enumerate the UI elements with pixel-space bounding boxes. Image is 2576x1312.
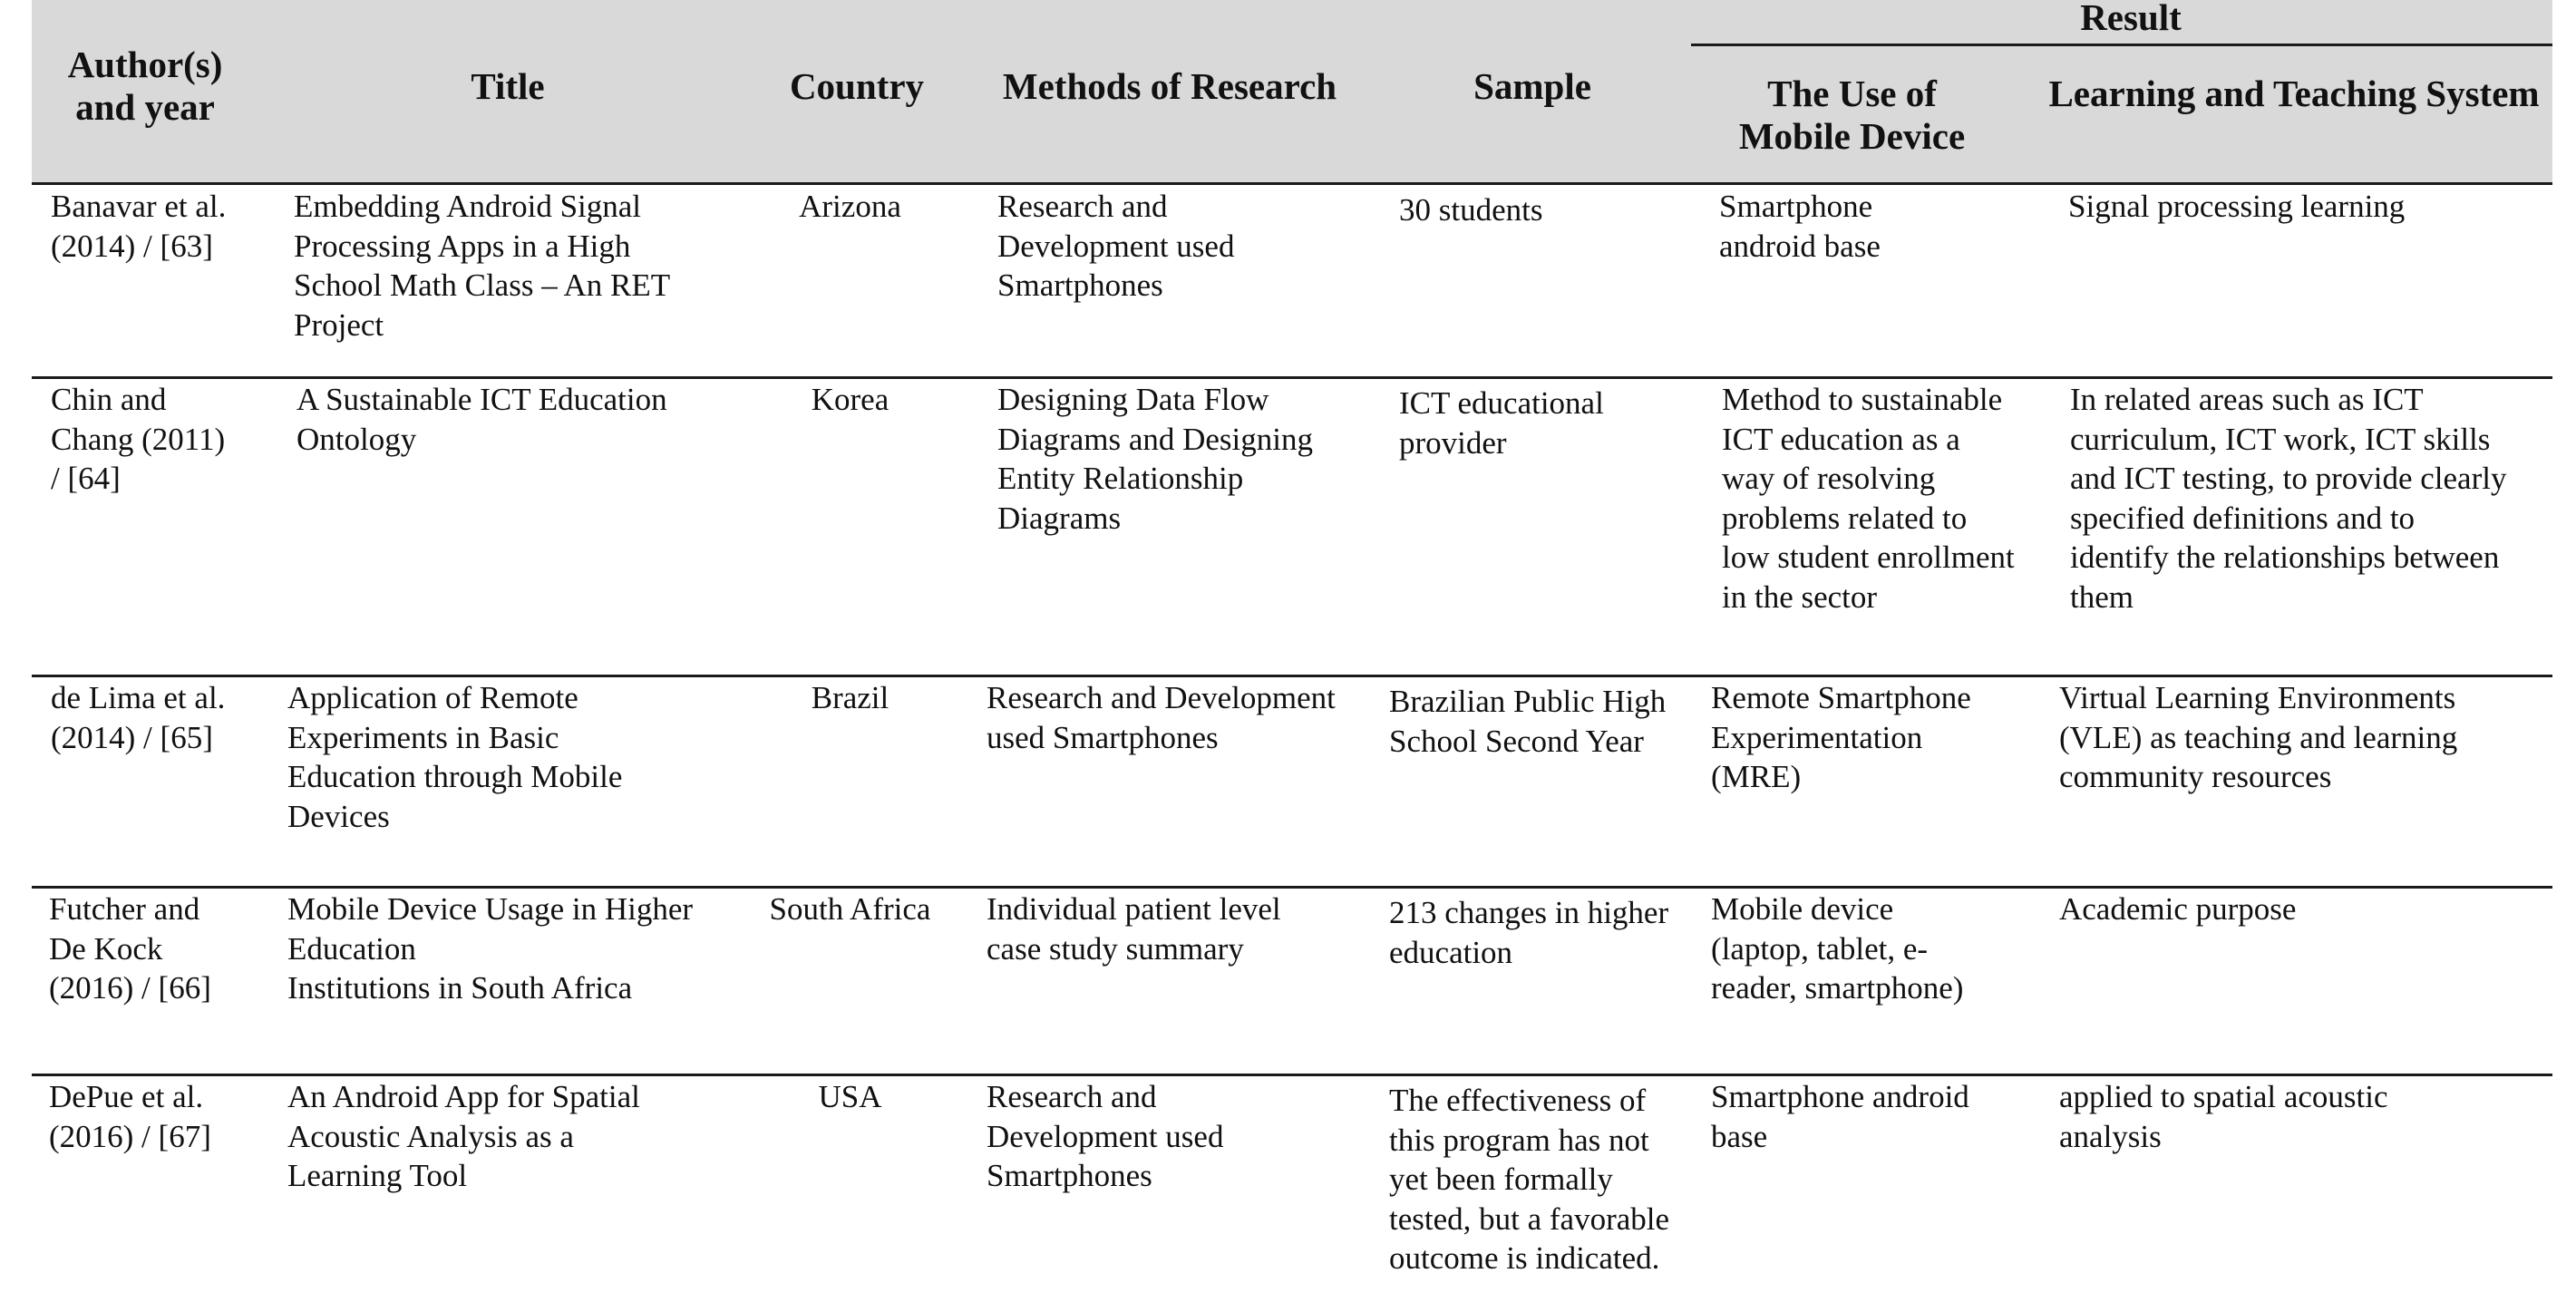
- table-cell-country: Arizona: [799, 189, 901, 224]
- header-title: Title: [471, 65, 545, 107]
- result-subheader-rule: [1691, 44, 2552, 46]
- table-cell-author: de Lima et al. (2014) / [65]: [51, 680, 226, 755]
- table-cell-country: Korea: [811, 382, 889, 417]
- header-country: Country: [789, 65, 925, 107]
- table-cell-learning-system: Virtual Learning Environments (VLE) as teaching and learning community resources: [2059, 680, 2458, 794]
- header-use-of-mobile-device: The Use of Mobile Device: [1738, 73, 1966, 157]
- header-author-year: Author(s) and year: [67, 44, 223, 128]
- table-cell-mobile-device: Mobile device (laptop, tablet, e- reader, smartphone): [1711, 891, 1964, 1006]
- table-cell-methods: Research and Development used Smartphones: [997, 189, 1235, 303]
- table-cell-mobile-device: Method to sustainable ICT education as a way of resolving problems related to low student enrollment in the sector: [1722, 382, 2015, 615]
- table-cell-sample: 213 changes in higher education: [1389, 895, 1669, 970]
- table-cell-author: Banavar et al. (2014) / [63]: [51, 189, 227, 264]
- row-separator: [32, 376, 2552, 379]
- table-cell-author: Chin and Chang (2011) / [64]: [51, 382, 226, 496]
- table-cell-title: A Sustainable ICT Education Ontology: [296, 382, 667, 457]
- table-cell-title: Embedding Android Signal Processing Apps in a High School Math Class – An RET Project: [294, 189, 671, 343]
- table-cell-country: USA: [818, 1079, 882, 1114]
- table-cell-methods: Research and Development used Smartphones: [987, 680, 1336, 755]
- table-cell-mobile-device: Smartphone android base: [1711, 1079, 1969, 1154]
- table-cell-methods: Research and Development used Smartphones: [987, 1079, 1224, 1193]
- header-sample: Sample: [1473, 65, 1591, 107]
- row-separator: [32, 886, 2552, 889]
- table-cell-sample: The effectiveness of this program has not yet been formally tested, but a favorable outcome is indicated.: [1389, 1083, 1670, 1276]
- table-cell-learning-system: applied to spatial acoustic analysis: [2059, 1079, 2388, 1154]
- table-cell-sample: 30 students: [1399, 192, 1543, 228]
- table-cell-learning-system: Academic purpose: [2059, 891, 2297, 927]
- row-separator: [32, 675, 2552, 677]
- table-cell-title: Application of Remote Experiments in Basic Education through Mobile Devices: [287, 680, 623, 834]
- header-learning-and-teaching-system: Learning and Teaching System: [2048, 73, 2540, 114]
- table-cell-mobile-device: Smartphone android base: [1719, 189, 1881, 264]
- header-methods-of-research: Methods of Research: [1002, 65, 1337, 107]
- table-cell-sample: Brazilian Public High School Second Year: [1389, 684, 1667, 759]
- row-separator: [32, 1074, 2552, 1076]
- table-cell-title: An Android App for Spatial Acoustic Analysis as a Learning Tool: [287, 1079, 640, 1193]
- header-result: Result: [2080, 0, 2182, 38]
- header-bottom-rule: [32, 182, 2552, 185]
- table-cell-learning-system: Signal processing learning: [2068, 189, 2406, 224]
- table-cell-learning-system: In related areas such as ICT curriculum, ICT work, ICT skills and ICT testing, to provide clearly specified definitions and to identify the relationships between them: [2070, 382, 2507, 615]
- table-cell-author: DePue et al. (2016) / [67]: [49, 1079, 211, 1154]
- table-cell-country: Brazil: [811, 680, 889, 715]
- table-cell-methods: Designing Data Flow Diagrams and Designing Entity Relationship Diagrams: [997, 382, 1313, 536]
- table-cell-author: Futcher and De Kock (2016) / [66]: [49, 891, 211, 1006]
- table-cell-methods: Individual patient level case study summary: [987, 891, 1281, 967]
- table-cell-mobile-device: Remote Smartphone Experimentation (MRE): [1711, 680, 1971, 794]
- table-cell-country: South Africa: [769, 891, 931, 927]
- table-cell-title: Mobile Device Usage in Higher Education Institutions in South Africa: [287, 891, 694, 1006]
- table-cell-sample: ICT educational provider: [1399, 385, 1604, 461]
